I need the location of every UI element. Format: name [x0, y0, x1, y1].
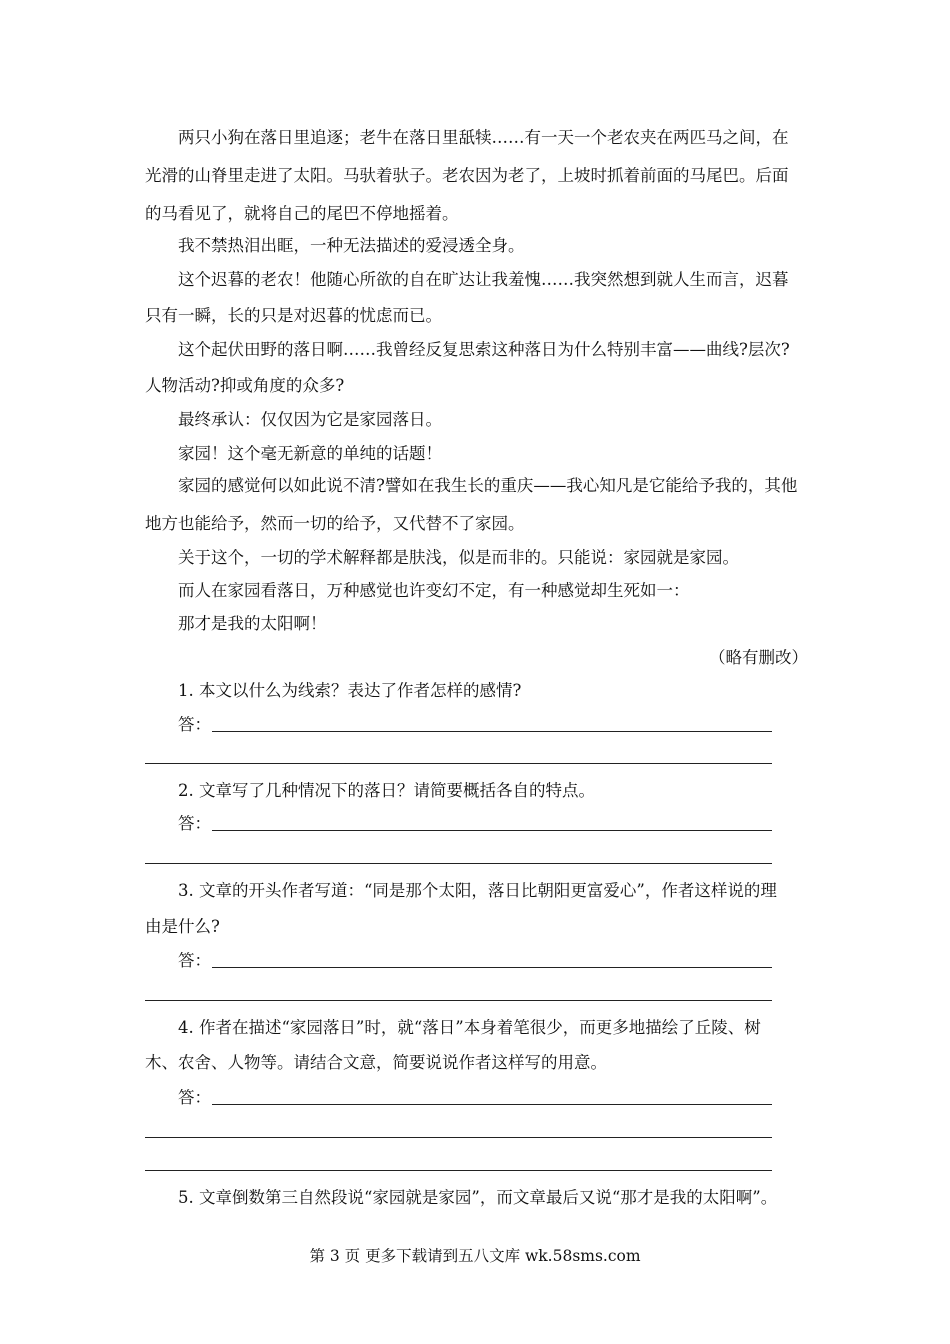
paragraph-line: 那才是我的太阳啊！	[178, 614, 327, 633]
answer-line[interactable]	[145, 863, 772, 864]
answer-label: 答：	[178, 715, 211, 734]
answer-line[interactable]	[212, 967, 772, 968]
answer-label: 答：	[178, 1088, 211, 1107]
question-line: 木、农舍、人物等。请结合文意，简要说说作者这样写的用意。	[145, 1053, 607, 1072]
answer-line[interactable]	[145, 1170, 772, 1171]
paragraph-line: 我不禁热泪出眶，一种无法描述的爱浸透全身。	[178, 236, 525, 255]
page-footer: 第 3 页 更多下载请到五八文库 wk.58sms.com	[309, 1247, 641, 1265]
question-line: 5. 文章倒数第三自然段说“家园就是家园”，而文章最后又说“那才是我的太阳啊”。	[178, 1188, 778, 1207]
paragraph-line: 两只小狗在落日里追逐；老牛在落日里舐犊……有一天一个老农夹在两匹马之间，在	[178, 128, 789, 147]
paragraph-line: 关于这个，一切的学术解释都是肤浅，似是而非的。只能说：家园就是家园。	[178, 548, 739, 567]
question-line: 4. 作者在描述“家园落日”时，就“落日”本身着笔很少，而更多地描绘了丘陵、树	[178, 1018, 761, 1037]
source-note: （略有删改）	[709, 648, 808, 667]
answer-line[interactable]	[212, 1104, 772, 1105]
answer-label: 答：	[178, 814, 211, 833]
paragraph-line: 这个起伏田野的落日啊……我曾经反复思索这种落日为什么特别丰富——曲线?层次?	[178, 340, 790, 359]
paragraph-line: 只有一瞬，长的只是对迟暮的忧虑而已。	[145, 306, 442, 325]
answer-line[interactable]	[212, 830, 772, 831]
question-line: 1. 本文以什么为线索？表达了作者怎样的感情?	[178, 681, 522, 700]
paragraph-line: 的马看见了，就将自己的尾巴不停地摇着。	[145, 204, 459, 223]
paragraph-line: 最终承认：仅仅因为它是家园落日。	[178, 410, 442, 429]
answer-line[interactable]	[145, 763, 772, 764]
paragraph-line: 人物活动?抑或角度的众多?	[145, 376, 345, 395]
question-line: 3. 文章的开头作者写道：“同是那个太阳，落日比朝阳更富爱心”，作者这样说的理	[178, 881, 777, 900]
answer-label: 答：	[178, 951, 211, 970]
question-line: 由是什么?	[145, 917, 220, 936]
paragraph-line: 地方也能给予，然而一切的给予，又代替不了家园。	[145, 514, 525, 533]
paragraph-line: 光滑的山脊里走进了太阳。马驮着驮子。老农因为老了，上坡时抓着前面的马尾巴。后面	[145, 166, 789, 185]
answer-line[interactable]	[212, 731, 772, 732]
paragraph-line: 家园的感觉何以如此说不清?譬如在我生长的重庆——我心知凡是它能给予我的，其他	[178, 476, 798, 495]
question-line: 2. 文章写了几种情况下的落日？请简要概括各自的特点。	[178, 781, 595, 800]
paragraph-line: 这个迟暮的老农！他随心所欲的自在旷达让我羞愧……我突然想到就人生而言，迟暮	[178, 270, 789, 289]
paragraph-line: 家园！这个毫无新意的单纯的话题！	[178, 444, 442, 463]
answer-line[interactable]	[145, 1137, 772, 1138]
answer-line[interactable]	[145, 1000, 772, 1001]
paragraph-line: 而人在家园看落日，万种感觉也许变幻不定，有一种感觉却生死如一：	[178, 581, 690, 600]
